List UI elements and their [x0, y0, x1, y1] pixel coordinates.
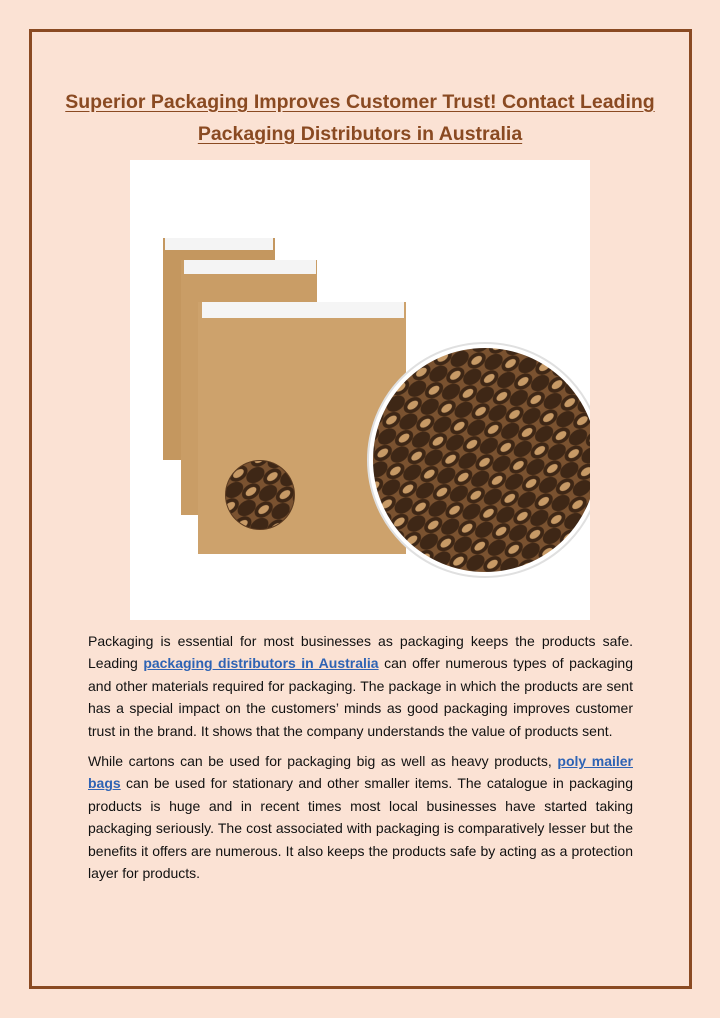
- product-photo: [130, 160, 590, 620]
- poly-mailer-bags-link[interactable]: poly mailer bags: [88, 753, 633, 792]
- paragraph-1-text-start: Packaging is essential for most businesses as packaging keeps the products safe. Leading: [88, 633, 633, 672]
- paragraph-2-text-end: can be used for stationary and other smaller items. The catalogue in packaging products is huge and in recent times most local businesses have started taking packaging seriously. The cost associated with packaging is comparatively lesser but the benefits it offers are numerous. It also keeps the products safe by acting as a protection layer for products.: [88, 775, 633, 882]
- page-title: Superior Packaging Improves Customer Trust! Contact Leading Packaging Distributors in Australia: [65, 91, 655, 145]
- paragraph-1: [88, 630, 633, 742]
- paragraph-2: [88, 750, 633, 884]
- paragraph-1-text-end: can offer numerous types of packaging and other materials required for packaging. The package in which the products are sent has a special impact on the customers’ minds as good packaging improves customer trust in the brand. It shows that the company understands the value of products sent.: [88, 655, 633, 739]
- packaging-distributors-link[interactable]: packaging distributors in Australia: [143, 655, 379, 672]
- paragraph-2-text-start: While cartons can be used for packaging big as well as heavy products,: [88, 753, 558, 770]
- article-body: [88, 630, 633, 892]
- kraft-mailer-bags-illustration: [130, 160, 590, 620]
